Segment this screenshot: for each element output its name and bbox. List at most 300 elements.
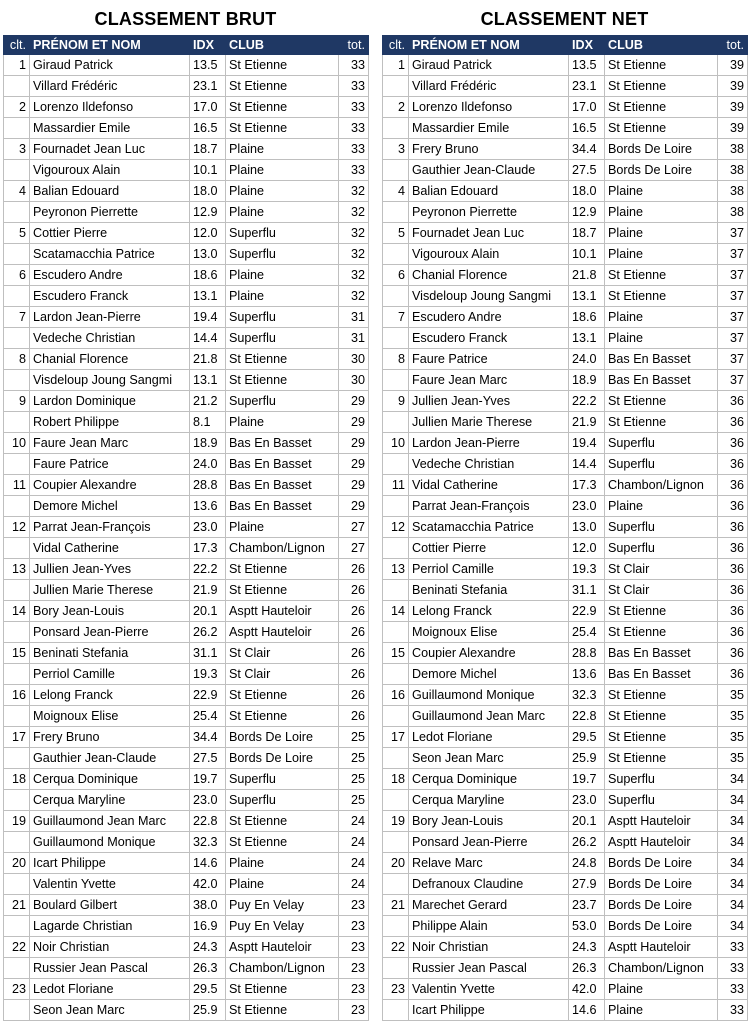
cell-name: Cottier Pierre (409, 538, 569, 559)
cell-tot: 33 (339, 55, 369, 76)
cell-tot: 25 (339, 769, 369, 790)
cell-club: St Etienne (605, 727, 718, 748)
net-header-idx: IDX (569, 36, 605, 55)
table-row (383, 475, 748, 496)
table-row (383, 958, 748, 979)
cell-name: Cottier Pierre (30, 223, 190, 244)
cell-name: Guillaumond Jean Marc (409, 706, 569, 727)
table-row (4, 790, 369, 811)
cell-idx: 24.8 (569, 853, 605, 874)
cell-idx: 23.0 (190, 517, 226, 538)
cell-name: Scatamacchia Patrice (409, 517, 569, 538)
cell-idx: 18.7 (190, 139, 226, 160)
cell-name: Relave Marc (409, 853, 569, 874)
cell-tot: 36 (718, 601, 748, 622)
cell-clt: 3 (383, 139, 409, 160)
cell-club: St Etienne (226, 706, 339, 727)
cell-club: Bords De Loire (605, 895, 718, 916)
cell-club: Bords De Loire (226, 727, 339, 748)
cell-tot: 34 (718, 874, 748, 895)
cell-name: Chanial Florence (30, 349, 190, 370)
cell-tot: 34 (718, 832, 748, 853)
cell-name: Peyronon Pierrette (409, 202, 569, 223)
cell-name: Vidal Catherine (30, 538, 190, 559)
cell-name: Massardier Emile (30, 118, 190, 139)
cell-clt (383, 958, 409, 979)
table-row (383, 580, 748, 601)
cell-name: Jullien Marie Therese (409, 412, 569, 433)
cell-name: Cerqua Maryline (409, 790, 569, 811)
cell-idx: 42.0 (190, 874, 226, 895)
cell-club: St Etienne (605, 265, 718, 286)
cell-club: Asptt Hauteloir (605, 832, 718, 853)
cell-clt (4, 706, 30, 727)
table-row (4, 937, 369, 958)
table-row (4, 685, 369, 706)
cell-clt: 17 (383, 727, 409, 748)
cell-name: Beninati Stefania (30, 643, 190, 664)
cell-name: Moignoux Elise (30, 706, 190, 727)
cell-clt: 11 (4, 475, 30, 496)
cell-idx: 13.1 (190, 286, 226, 307)
cell-clt: 10 (383, 433, 409, 454)
cell-idx: 25.9 (190, 1000, 226, 1021)
table-row (383, 538, 748, 559)
cell-name: Philippe Alain (409, 916, 569, 937)
table-row (4, 748, 369, 769)
cell-idx: 21.8 (569, 265, 605, 286)
table-row (4, 559, 369, 580)
cell-clt: 12 (383, 517, 409, 538)
cell-club: St Clair (605, 559, 718, 580)
cell-club: Bas En Basset (605, 643, 718, 664)
cell-clt (4, 580, 30, 601)
table-row (4, 223, 369, 244)
cell-tot: 34 (718, 916, 748, 937)
cell-club: Superflu (605, 517, 718, 538)
cell-name: Fournadet Jean Luc (409, 223, 569, 244)
cell-name: Lardon Jean-Pierre (409, 433, 569, 454)
cell-idx: 21.9 (569, 412, 605, 433)
cell-clt (383, 286, 409, 307)
cell-club: Plaine (226, 853, 339, 874)
cell-idx: 53.0 (569, 916, 605, 937)
cell-name: Chanial Florence (409, 265, 569, 286)
cell-name: Visdeloup Joung Sangmi (30, 370, 190, 391)
cell-name: Balian Edouard (30, 181, 190, 202)
cell-name: Boulard Gilbert (30, 895, 190, 916)
cell-idx: 18.0 (569, 181, 605, 202)
cell-clt (4, 622, 30, 643)
cell-tot: 29 (339, 391, 369, 412)
table-row (383, 433, 748, 454)
cell-clt (383, 538, 409, 559)
cell-clt: 16 (4, 685, 30, 706)
table-row (383, 244, 748, 265)
cell-name: Icart Philippe (30, 853, 190, 874)
cell-clt: 23 (383, 979, 409, 1000)
cell-tot: 26 (339, 559, 369, 580)
cell-clt (4, 790, 30, 811)
cell-tot: 30 (339, 349, 369, 370)
cell-club: St Clair (226, 643, 339, 664)
cell-idx: 12.9 (569, 202, 605, 223)
cell-tot: 29 (339, 454, 369, 475)
table-row (4, 622, 369, 643)
cell-tot: 33 (718, 1000, 748, 1021)
cell-clt (383, 748, 409, 769)
cell-clt: 8 (4, 349, 30, 370)
net-table-body (383, 55, 748, 1021)
cell-club: Plaine (226, 202, 339, 223)
cell-clt: 22 (383, 937, 409, 958)
net-title: CLASSEMENT NET (480, 9, 649, 29)
cell-tot: 38 (718, 160, 748, 181)
cell-tot: 33 (339, 139, 369, 160)
cell-tot: 36 (718, 433, 748, 454)
cell-club: St Etienne (226, 832, 339, 853)
net-header-tot: tot. (718, 36, 748, 55)
cell-tot: 37 (718, 307, 748, 328)
cell-club: St Etienne (605, 706, 718, 727)
cell-tot: 35 (718, 706, 748, 727)
cell-idx: 17.3 (569, 475, 605, 496)
cell-name: Escudero Andre (409, 307, 569, 328)
cell-club: St Etienne (226, 580, 339, 601)
cell-idx: 10.1 (569, 244, 605, 265)
cell-club: Puy En Velay (226, 895, 339, 916)
cell-tot: 35 (718, 685, 748, 706)
cell-clt: 21 (4, 895, 30, 916)
table-row (383, 727, 748, 748)
brut-title: CLASSEMENT BRUT (94, 9, 277, 29)
table-row (4, 706, 369, 727)
cell-name: Russier Jean Pascal (30, 958, 190, 979)
cell-tot: 33 (339, 97, 369, 118)
cell-idx: 17.0 (569, 97, 605, 118)
cell-name: Frery Bruno (409, 139, 569, 160)
cell-idx: 20.1 (190, 601, 226, 622)
cell-name: Ponsard Jean-Pierre (30, 622, 190, 643)
cell-name: Coupier Alexandre (30, 475, 190, 496)
cell-clt (4, 370, 30, 391)
cell-clt (4, 202, 30, 223)
cell-idx: 14.4 (569, 454, 605, 475)
table-row (4, 475, 369, 496)
cell-name: Seon Jean Marc (30, 1000, 190, 1021)
cell-tot: 26 (339, 580, 369, 601)
cell-clt (4, 958, 30, 979)
cell-idx: 26.2 (569, 832, 605, 853)
cell-clt: 15 (383, 643, 409, 664)
cell-clt: 10 (4, 433, 30, 454)
cell-name: Escudero Franck (30, 286, 190, 307)
cell-club: Chambon/Lignon (226, 538, 339, 559)
cell-tot: 23 (339, 958, 369, 979)
cell-club: St Etienne (226, 811, 339, 832)
table-row (4, 895, 369, 916)
cell-idx: 19.4 (569, 433, 605, 454)
cell-tot: 23 (339, 916, 369, 937)
cell-tot: 29 (339, 433, 369, 454)
cell-club: St Clair (226, 664, 339, 685)
cell-name: Parrat Jean-François (409, 496, 569, 517)
table-row (4, 433, 369, 454)
table-row (383, 1000, 748, 1021)
cell-name: Noir Christian (409, 937, 569, 958)
cell-name: Escudero Andre (30, 265, 190, 286)
cell-clt (4, 412, 30, 433)
cell-club: Plaine (226, 139, 339, 160)
table-row (383, 832, 748, 853)
cell-clt (383, 244, 409, 265)
cell-idx: 22.2 (569, 391, 605, 412)
cell-tot: 39 (718, 76, 748, 97)
table-row (4, 286, 369, 307)
cell-tot: 31 (339, 307, 369, 328)
cell-clt (4, 538, 30, 559)
cell-tot: 37 (718, 328, 748, 349)
table-row (4, 769, 369, 790)
cell-club: Bas En Basset (226, 475, 339, 496)
cell-name: Lelong Franck (30, 685, 190, 706)
brut-header-name: PRÉNOM ET NOM (30, 36, 190, 55)
table-row (4, 370, 369, 391)
cell-tot: 25 (339, 727, 369, 748)
cell-tot: 36 (718, 412, 748, 433)
table-row (383, 76, 748, 97)
cell-idx: 32.3 (190, 832, 226, 853)
cell-tot: 32 (339, 265, 369, 286)
table-row (4, 601, 369, 622)
cell-idx: 28.8 (190, 475, 226, 496)
cell-tot: 36 (718, 517, 748, 538)
net-header-club: CLUB (605, 36, 718, 55)
cell-clt (4, 832, 30, 853)
table-row (4, 391, 369, 412)
cell-club: Chambon/Lignon (226, 958, 339, 979)
cell-clt: 2 (4, 97, 30, 118)
cell-idx: 23.1 (190, 76, 226, 97)
cell-club: St Etienne (605, 622, 718, 643)
cell-clt (4, 1000, 30, 1021)
cell-idx: 19.3 (569, 559, 605, 580)
cell-tot: 32 (339, 202, 369, 223)
cell-clt (4, 916, 30, 937)
brut-header-club: CLUB (226, 36, 339, 55)
cell-idx: 21.9 (190, 580, 226, 601)
cell-club: Superflu (226, 244, 339, 265)
cell-name: Lagarde Christian (30, 916, 190, 937)
cell-club: St Etienne (226, 370, 339, 391)
cell-club: Bords De Loire (605, 139, 718, 160)
table-row (4, 139, 369, 160)
cell-tot: 34 (718, 853, 748, 874)
cell-name: Marechet Gerard (409, 895, 569, 916)
cell-idx: 27.9 (569, 874, 605, 895)
cell-club: Plaine (226, 286, 339, 307)
cell-name: Defranoux Claudine (409, 874, 569, 895)
cell-club: Plaine (226, 412, 339, 433)
cell-clt: 18 (4, 769, 30, 790)
table-row (4, 97, 369, 118)
cell-idx: 17.0 (190, 97, 226, 118)
cell-idx: 27.5 (190, 748, 226, 769)
table-row (383, 118, 748, 139)
cell-name: Guillaumond Monique (30, 832, 190, 853)
cell-tot: 37 (718, 370, 748, 391)
table-row (4, 160, 369, 181)
cell-clt (383, 580, 409, 601)
brut-header-clt: clt. (4, 36, 30, 55)
cell-idx: 13.0 (190, 244, 226, 265)
cell-tot: 34 (718, 790, 748, 811)
cell-tot: 29 (339, 475, 369, 496)
cell-clt (383, 454, 409, 475)
cell-club: Asptt Hauteloir (605, 811, 718, 832)
table-row (383, 391, 748, 412)
cell-name: Valentin Yvette (30, 874, 190, 895)
cell-club: Plaine (226, 160, 339, 181)
cell-club: Bas En Basset (226, 496, 339, 517)
table-row (383, 601, 748, 622)
cell-club: Bords De Loire (226, 748, 339, 769)
cell-idx: 29.5 (190, 979, 226, 1000)
cell-clt (383, 874, 409, 895)
cell-clt (4, 118, 30, 139)
cell-clt: 7 (4, 307, 30, 328)
cell-idx: 22.9 (190, 685, 226, 706)
cell-club: Asptt Hauteloir (226, 937, 339, 958)
net-panel (382, 0, 747, 1021)
cell-club: St Etienne (226, 979, 339, 1000)
cell-club: Plaine (605, 244, 718, 265)
table-row (383, 307, 748, 328)
cell-clt: 4 (383, 181, 409, 202)
cell-name: Vidal Catherine (409, 475, 569, 496)
cell-tot: 27 (339, 538, 369, 559)
cell-club: Plaine (605, 307, 718, 328)
cell-clt (4, 496, 30, 517)
cell-name: Faure Patrice (409, 349, 569, 370)
cell-club: Plaine (605, 496, 718, 517)
cell-name: Scatamacchia Patrice (30, 244, 190, 265)
cell-name: Lelong Franck (409, 601, 569, 622)
cell-tot: 33 (718, 937, 748, 958)
table-row (383, 454, 748, 475)
cell-tot: 36 (718, 496, 748, 517)
cell-clt: 13 (4, 559, 30, 580)
cell-idx: 23.0 (190, 790, 226, 811)
cell-club: St Etienne (226, 118, 339, 139)
cell-clt (4, 454, 30, 475)
cell-tot: 36 (718, 622, 748, 643)
table-row (4, 55, 369, 76)
cell-tot: 24 (339, 811, 369, 832)
cell-club: St Etienne (605, 55, 718, 76)
cell-idx: 31.1 (190, 643, 226, 664)
cell-name: Vedeche Christian (409, 454, 569, 475)
cell-clt: 13 (383, 559, 409, 580)
cell-tot: 33 (339, 76, 369, 97)
cell-name: Visdeloup Joung Sangmi (409, 286, 569, 307)
net-header-row (383, 36, 748, 55)
cell-tot: 39 (718, 118, 748, 139)
cell-clt: 20 (4, 853, 30, 874)
cell-idx: 24.3 (190, 937, 226, 958)
cell-club: Plaine (226, 181, 339, 202)
cell-tot: 24 (339, 853, 369, 874)
cell-tot: 30 (339, 370, 369, 391)
cell-idx: 13.0 (569, 517, 605, 538)
cell-tot: 34 (718, 811, 748, 832)
cell-idx: 18.9 (190, 433, 226, 454)
cell-clt (383, 832, 409, 853)
cell-name: Bory Jean-Louis (30, 601, 190, 622)
cell-clt (383, 118, 409, 139)
cell-club: Plaine (605, 181, 718, 202)
cell-club: Superflu (605, 454, 718, 475)
cell-clt (383, 328, 409, 349)
cell-club: Superflu (226, 391, 339, 412)
cell-tot: 36 (718, 475, 748, 496)
cell-tot: 36 (718, 391, 748, 412)
cell-clt: 2 (383, 97, 409, 118)
cell-idx: 23.0 (569, 790, 605, 811)
cell-idx: 13.5 (190, 55, 226, 76)
table-row (383, 286, 748, 307)
table-row (383, 853, 748, 874)
cell-tot: 33 (339, 160, 369, 181)
cell-tot: 26 (339, 622, 369, 643)
cell-name: Lorenzo Ildefonso (409, 97, 569, 118)
table-row (4, 496, 369, 517)
table-row (4, 643, 369, 664)
cell-tot: 26 (339, 685, 369, 706)
table-row (383, 706, 748, 727)
cell-name: Faure Jean Marc (409, 370, 569, 391)
cell-name: Lardon Jean-Pierre (30, 307, 190, 328)
table-row (4, 958, 369, 979)
table-row (383, 349, 748, 370)
cell-club: Superflu (226, 790, 339, 811)
cell-name: Balian Edouard (409, 181, 569, 202)
cell-idx: 13.1 (569, 286, 605, 307)
cell-idx: 14.6 (569, 1000, 605, 1021)
cell-club: Bas En Basset (605, 664, 718, 685)
cell-clt (4, 286, 30, 307)
table-row (383, 790, 748, 811)
cell-idx: 18.6 (190, 265, 226, 286)
brut-header-idx: IDX (190, 36, 226, 55)
cell-idx: 18.7 (569, 223, 605, 244)
cell-tot: 23 (339, 937, 369, 958)
cell-tot: 37 (718, 223, 748, 244)
cell-idx: 12.0 (190, 223, 226, 244)
cell-idx: 26.3 (569, 958, 605, 979)
table-row (383, 202, 748, 223)
cell-tot: 25 (339, 748, 369, 769)
table-row (383, 559, 748, 580)
table-row (4, 349, 369, 370)
cell-idx: 34.4 (569, 139, 605, 160)
cell-tot: 37 (718, 265, 748, 286)
cell-club: Bas En Basset (226, 433, 339, 454)
cell-name: Coupier Alexandre (409, 643, 569, 664)
cell-idx: 24.0 (190, 454, 226, 475)
cell-name: Valentin Yvette (409, 979, 569, 1000)
cell-clt (383, 706, 409, 727)
